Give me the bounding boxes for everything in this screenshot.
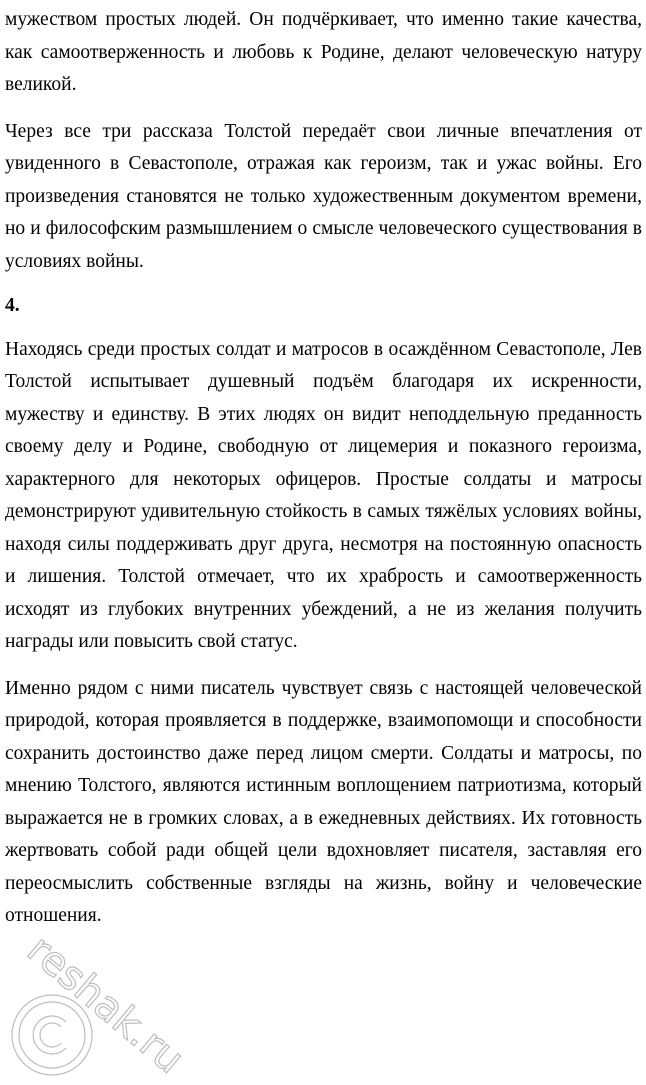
copyright-watermark-icon bbox=[0, 930, 200, 1080]
paragraph-summary: Через все три рассказа Толстой передаёт свои личные впечатления от увиденного в Севастополе, отражая как героизм, так и ужас войны. Его произведения становятся не только художественным документом времени, но и философским размышлением о смысле человеческого существования в условиях войны. bbox=[5, 120, 642, 272]
document-page bbox=[5, 0, 642, 933]
section-number-heading: 4. bbox=[5, 295, 20, 316]
paragraph-human-nature: Именно рядом с ними писатель чувствует связь с настоящей человеческой природой, которая проявляется в поддержке, взаимопомощи и способности сохранить достоинство даже перед лицом смерти. Солдаты и матросы, по мнению Толстого, являются истинным воплощением патриотизма, который выражается не в громких словах, а в ежедневных действиях. Их готовность жертвовать собой ради общей цели вдохновляет писателя, заставляя его переосмыслить собственные взгляды на жизнь, войну и человеческие отношения. bbox=[5, 677, 642, 926]
paragraph-continuation: мужеством простых людей. Он подчёркивает, что именно такие качества, как самоотверженность и любовь к Родине, делают человеческую натуру великой. bbox=[5, 9, 642, 95]
svg-text:reshak.ru: reshak.ru bbox=[18, 930, 193, 1080]
paragraph-soldiers: Находясь среди простых солдат и матросов в осаждённом Севастополе, Лев Толстой испытывает душевный подъём благодаря их искренности, мужеству и единству. В этих людях он видит неподдельную преданность своему делу и Родине, свободную от лицемерия и показного героизма, характерного для некоторых офицеров. Простые солдаты и матросы демонстрируют удивительную стойкость в самых тяжёлых условиях войны, находя силы поддерживать друг друга, несмотря на постоянную опасность и лишения. Толстой отмечает, что их храбрость и самоотверженность исходят из глубоких внутренних убеждений, а не из желания получить награды или повысить свой статус. bbox=[5, 338, 642, 652]
reshak-watermark bbox=[0, 930, 200, 1080]
